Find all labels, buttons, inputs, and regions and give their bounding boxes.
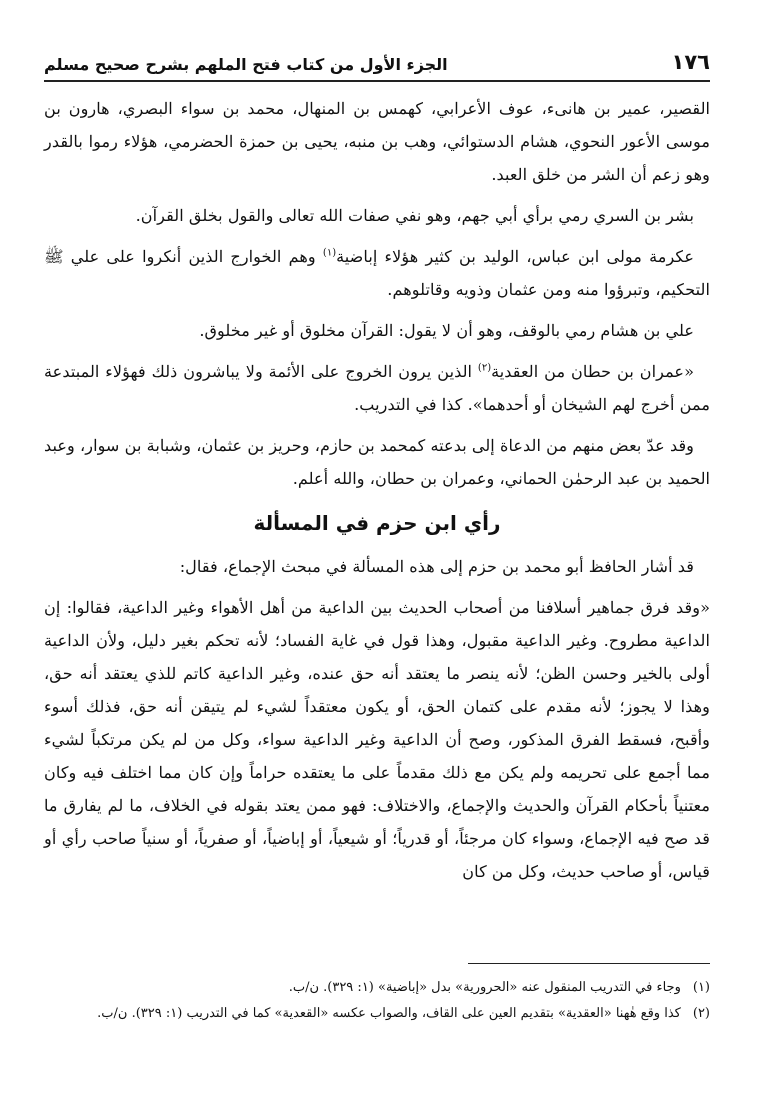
main-text — [44, 92, 710, 896]
paragraph: علي بن هشام رمي بالوقف، وهو أن لا يقول: القرآن مخلوق أو غير مخلوق. — [199, 321, 694, 340]
paragraph: وقد عدّ بعض منهم من الدعاة إلى بدعته كمحمد بن حازم، وحريز بن عثمان، وشبابة بن سوار، وعبد الحميد بن عبد الرحمٰن الحماني، وعمران بن حطان، والله أعلم. — [44, 436, 710, 488]
section-heading: رأي ابن حزم في المسألة — [253, 511, 501, 535]
footnote-text: وجاء في التدريب المنقول عنه «الحرورية» بدل «إباضية» (١: ٣٢٩). ن/ب. — [288, 980, 681, 995]
running-title: الجزء الأول من كتاب فتح الملهم بشرح صحيح مسلم — [44, 55, 448, 74]
paragraph: عكرمة مولى ابن عباس، الوليد بن كثير هؤلاء إباضية$^{(١)}$ وهم الخوارج الذين أنكروا على علي ﷺ التحكيم، وتبرؤوا منه ومن عثمان وذويه وقاتلوهم. — [44, 247, 710, 299]
paragraph: «عمران بن حطان من العقدية$^{(٢)}$ الذين يرون الخروج على الأئمة ولا يباشرون ذلك فهؤلاء المبتدعة ممن أخرج لهم الشيخان أو أحدهما». كذا في التدريب. — [44, 362, 710, 414]
footnotes — [44, 976, 710, 1028]
footnote — [44, 1002, 710, 1025]
paragraph: «وقد فرق جماهير أسلافنا من أصحاب الحديث بين الداعية من أهل الأهواء وغير الداعية، فقالوا: إن الداعية مطروح. وغير الداعية مقبول، وهذا قول في غاية الفساد؛ لأنه تحكم بغير دليل، ولأن الداعية أولى بالخير وحسن الظن؛ لأنه ينصر ما يعتقد أنه حق عنده، وغير الداعية كاتم للذي يعتقد أنه حق، وهذا لا يجوز؛ لأنه مقدم على كتمان الحق، أو يكون معتقداً لشيء لم يتيقن أنه حق، فذلك أسوء وأقبح، فسقط الفرق المذكور، وصح أن الداعية وغير الداعية سواء، وكل من لم يكن مرتكباً لشيء مما أجمع على تحريمه ولم يكن مع ذلك مقدماً على ما يعتقده حراماً وإن كان مما اختلف فيه وكان معتنياً بأحكام القرآن والحديث والإجماع، والاختلاف: فهو ممن يعتد بقوله في الخلاف، ما لم يفارق ما قد صح فيه الإجماع، وسواء كان مرجئاً، أو قدرياً؛ أو شيعياً، أو إباضياً، أو صفرياً، أو سنياً صاحب رأي أو قياس، أو صاحب حديث، وكل من كان — [44, 598, 710, 881]
footnote-mark: (٢) — [692, 1006, 710, 1021]
footnote-rule — [468, 963, 710, 964]
paragraph: بشر بن السري رمي برأي أبي جهم، وهو نفي صفات الله تعالى والقول بخلق القرآن. — [135, 206, 694, 225]
header-rule — [44, 80, 710, 82]
footnote-ref[interactable]: (١) — [322, 247, 337, 259]
footnote-ref[interactable]: (٢) — [477, 362, 492, 374]
footnote — [44, 976, 710, 999]
footnote-mark: (١) — [692, 980, 710, 995]
page-header — [44, 44, 710, 74]
paragraph: قد أشار الحافظ أبو محمد بن حزم إلى هذه المسألة في مبحث الإجماع، فقال: — [179, 557, 694, 576]
footnote-text: كذا وقع هٰهنا «العقدية» بتقديم العين على القاف، والصواب عكسه «القعدية» كما في التدريب (١: ٣٢٩). ن/ب. — [97, 1006, 681, 1021]
page-number: ١٧٦ — [671, 50, 710, 74]
paragraph: القصير، عمير بن هانىء، عوف الأعرابي، كهمس بن المنهال، محمد بن سواء البصري، هارون بن موسى الأعور النحوي، هشام الدستوائي، وهب بن منبه، يحيى بن حمزة الحضرمي، هؤلاء رموا بالقدر وهو زعم أن الشر من خلق العبد. — [44, 99, 710, 184]
